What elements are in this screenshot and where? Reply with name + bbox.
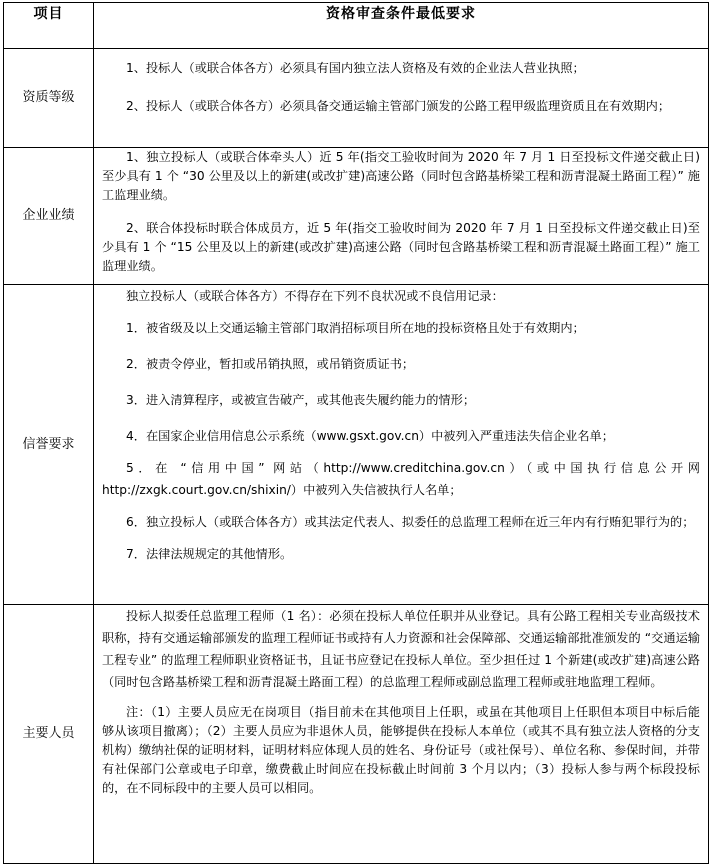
paragraph: 6．独立投标人（或联合体各方）或其法定代表人、拟委任的总监理工程师在近三年内有行贿犯罪行为的；	[126, 515, 695, 529]
row-label-qualification-level: 资质等级	[4, 49, 94, 148]
row-label-key-personnel: 主要人员	[4, 605, 94, 864]
row-label-enterprise-performance: 企业业绩	[4, 148, 94, 285]
table-row	[4, 148, 709, 285]
paragraph: 1．被省级及以上交通运输主管部门取消招标项目所在地的投标资格且处于有效期内；	[126, 321, 585, 335]
paragraph: 1、投标人（或联合体各方）必须具有国内独立法人资格及有效的企业法人营业执照；	[126, 61, 585, 75]
paragraph-note: 注：（1）主要人员应无在岗项目（指目前未在其他项目上任职，或虽在其他项目上任职但本项目中标后能够从该项目撤离）；（2）主要人员应为非退休人员，能够提供在投标人本单位（或其不具有独立法人资格的分支机构）缴纳社保的证明材料，证明材料应体现人员的姓名、身份证号（或社保号）、单位名称、参保时间，并带有社保部门公章或电子印章，缴费截止时间应在投标截止时间前 3 个月以内；（3）投标人参与两个标段投标的，在不同标段中的主要人员可以相同。	[102, 705, 700, 795]
paragraph: 1、独立投标人（或联合体牵头人）近 5 年(指交工验收时间为 2020 年 7 月 1 日至投标文件递交截止日)至少具有 1 个 “30 公里及以上的新建(或改扩建)高速公路（同时包含路基桥梁工程和沥青混凝土路面工程）” 施工监理业绩。	[102, 150, 700, 202]
row-content-reputation	[94, 285, 709, 605]
paragraph: 2、联合体投标时联合体成员方，近 5 年(指交工验收时间为 2020 年 7 月 1 日至投标文件递交截止日)至少具有 1 个 “15 公里及以上的新建(或改扩建)高速公路（同时包含路基桥梁工程和沥青混凝土路面工程）” 施工监理业绩。	[102, 221, 700, 273]
header-requirement: 资格审查条件最低要求	[94, 3, 709, 49]
table-row	[4, 285, 709, 605]
row-label-reputation: 信誉要求	[4, 285, 94, 605]
table-row	[4, 605, 709, 864]
paragraph-main: 投标人拟委任总监理工程师（1 名）：必须在投标人单位任职并从业登记。具有公路工程相关专业高级技术职称，持有交通运输部颁发的监理工程师证书或持有人力资源和社会保障部、交通运输部批准颁发的 “交通运输工程专业” 的监理工程师职业资格证书，且证书应登记在投标人单位。至少担任过 1 个新建(或改扩建)高速公路（同时包含路基桥梁工程和沥青混凝土路面工程）的总监理工程师或副总监理工程师或驻地监理工程师。	[102, 609, 700, 689]
qualification-table	[3, 2, 709, 864]
row-content-qualification-level	[94, 49, 709, 148]
row-content-key-personnel	[94, 605, 709, 864]
paragraph: 4．在国家企业信用信息公示系统（www.gsxt.gov.cn）中被列入严重违法失信企业名单；	[126, 429, 614, 443]
paragraph-intro: 独立投标人（或联合体各方）不得存在下列不良状况或不良信用记录：	[126, 289, 504, 303]
paragraph: 3．进入清算程序，或被宣告破产，或其他丧失履约能力的情形；	[126, 393, 476, 407]
table-row	[4, 49, 709, 148]
paragraph: 5．在 “信用中国” 网站（http://www.creditchina.gov.cn）（或中国执行信息公开网 http://zxgk.court.gov.cn/shixin/）中被列入失信被执行人名单；	[102, 461, 700, 497]
row-content-enterprise-performance	[94, 148, 709, 285]
header-item: 项目	[4, 3, 94, 49]
table-header-row	[4, 3, 709, 49]
paragraph: 2．被责令停业，暂扣或吊销执照，或吊销资质证书；	[126, 357, 415, 371]
paragraph: 7．法律法规规定的其他情形。	[126, 547, 293, 561]
paragraph: 2、投标人（或联合体各方）必须具备交通运输主管部门颁发的公路工程甲级监理资质且在有效期内；	[126, 99, 671, 113]
